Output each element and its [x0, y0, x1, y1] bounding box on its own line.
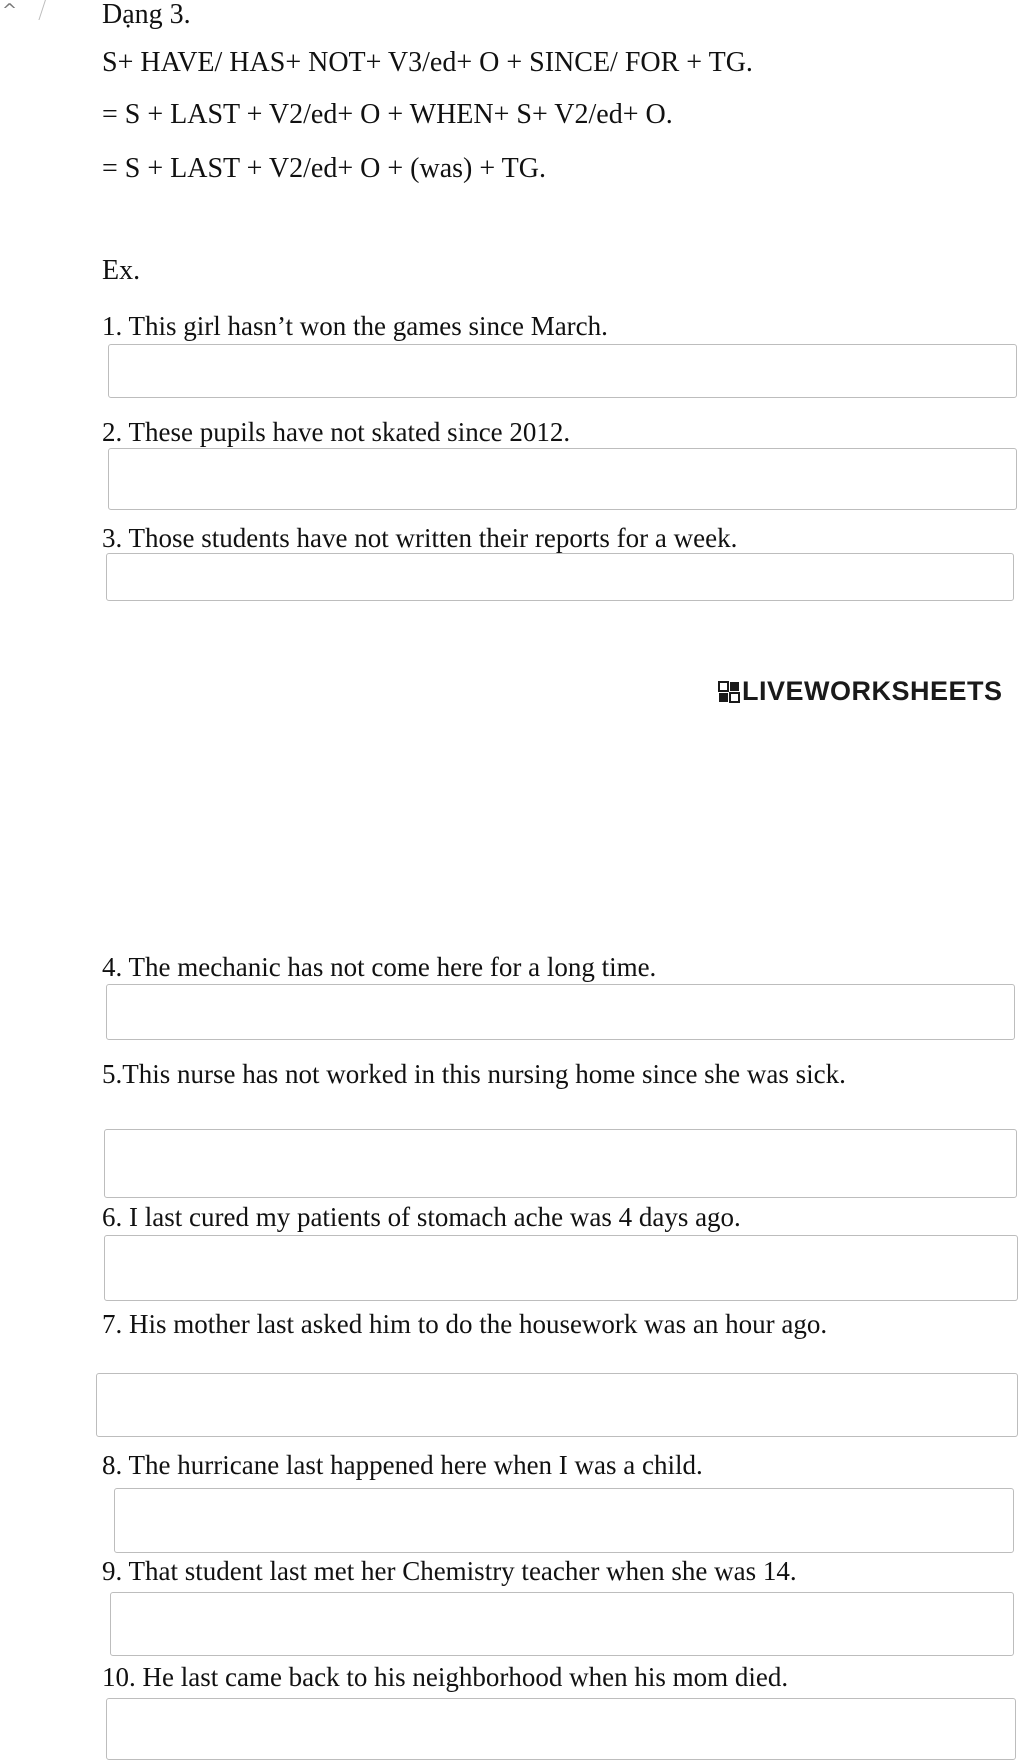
formula-line-1: S+ HAVE/ HAS+ NOT+ V3/ed+ O + SINCE/ FOR + TG.	[102, 47, 753, 78]
example-label: Ex.	[102, 255, 141, 286]
answer-input-7[interactable]	[96, 1373, 1018, 1437]
question-1: 1. This girl hasn’t won the games since March.	[102, 311, 608, 341]
formula-line-2: = S + LAST + V2/ed+ O + WHEN+ S+ V2/ed+ O.	[102, 99, 673, 130]
question-3: 3. Those students have not written their reports for a week.	[102, 523, 738, 553]
answer-input-2[interactable]	[108, 448, 1017, 510]
watermark-text: LIVEWORKSHEETS	[742, 676, 1003, 706]
liveworksheets-logo-icon	[718, 681, 740, 703]
answer-input-1[interactable]	[108, 344, 1017, 398]
answer-input-5[interactable]	[104, 1129, 1017, 1198]
answer-input-4[interactable]	[106, 984, 1015, 1040]
collapse-chevron[interactable]	[2, 0, 42, 22]
question-6: 6. I last cured my patients of stomach ache was 4 days ago.	[102, 1202, 741, 1232]
answer-input-10[interactable]	[106, 1698, 1016, 1760]
question-4: 4. The mechanic has not come here for a long time.	[102, 952, 657, 982]
answer-input-3[interactable]	[106, 553, 1014, 601]
question-7: 7. His mother last asked him to do the housework was an hour ago.	[102, 1309, 828, 1339]
formula-line-3: = S + LAST + V2/ed+ O + (was) + TG.	[102, 153, 546, 184]
answer-input-9[interactable]	[110, 1592, 1014, 1656]
liveworksheets-watermark	[718, 676, 1003, 707]
section-title: Dạng 3.	[102, 0, 191, 30]
question-8: 8. The hurricane last happened here when I was a child.	[102, 1450, 703, 1480]
answer-input-8[interactable]	[114, 1488, 1014, 1553]
question-10: 10. He last came back to his neighborhood when his mom died.	[102, 1662, 789, 1692]
answer-input-6[interactable]	[104, 1235, 1018, 1301]
question-5: 5.This nurse has not worked in this nursing home since she was sick.	[102, 1059, 846, 1089]
chevron-up-icon: ^	[2, 0, 18, 21]
question-2: 2. These pupils have not skated since 2012.	[102, 417, 571, 447]
question-9: 9. That student last met her Chemistry teacher when she was 14.	[102, 1556, 797, 1586]
